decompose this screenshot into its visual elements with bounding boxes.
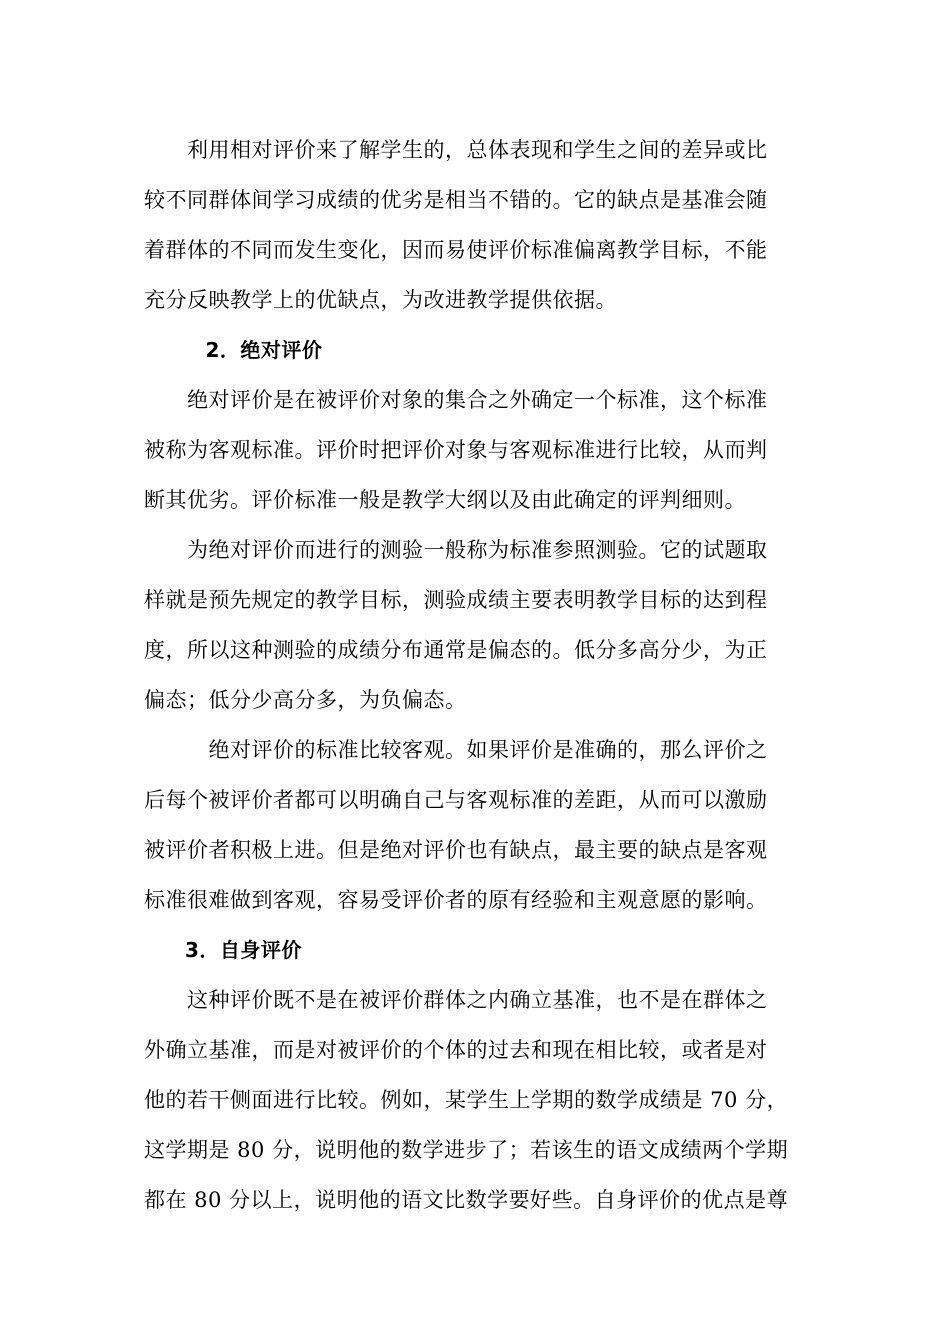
paragraph-line: 着群体的不同而发生变化，因而易使评价标准偏离教学目标，不能 (144, 238, 768, 262)
paragraph-line: 样就是预先规定的教学目标，测验成绩主要表明教学目标的达到程 (144, 588, 768, 612)
section-heading-absolute-evaluation: 2．绝对评价 (144, 338, 323, 362)
paragraph-line: 绝对评价的标准比较客观。如果评价是准确的，那么评价之 (144, 738, 768, 762)
paragraph-line: 被称为客观标准。评价时把评价对象与客观标准进行比较，从而判 (144, 438, 768, 462)
paragraph-line: 外确立基准，而是对被评价的个体的过去和现在相比较，或者是对 (144, 1038, 768, 1062)
paragraph-line: 标准很难做到客观，容易受评价者的原有经验和主观意愿的影响。 (144, 888, 768, 912)
paragraph-line: 这学期是 80 分，说明他的数学进步了；若该生的语文成绩两个学期 (144, 1138, 789, 1162)
paragraph-line: 度，所以这种测验的成绩分布通常是偏态的。低分多高分少，为正 (144, 638, 768, 662)
paragraph-line: 偏态；低分少高分多，为负偏态。 (144, 688, 467, 712)
paragraph-line: 都在 80 分以上，说明他的语文比数学要好些。自身评价的优点是尊 (144, 1188, 789, 1212)
paragraph-line: 他的若干侧面进行比较。例如，某学生上学期的数学成绩是 70 分， (144, 1088, 789, 1112)
paragraph-line: 绝对评价是在被评价对象的集合之外确定一个标准，这个标准 (144, 388, 768, 412)
paragraph-line: 较不同群体间学习成绩的优劣是相当不错的。它的缺点是基准会随 (144, 188, 768, 212)
paragraph-line: 为绝对评价而进行的测验一般称为标准参照测验。它的试题取 (144, 538, 768, 562)
paragraph-line: 这种评价既不是在被评价群体之内确立基准，也不是在群体之 (144, 988, 768, 1012)
paragraph-line: 被评价者积极上进。但是绝对评价也有缺点，最主要的缺点是客观 (144, 838, 768, 862)
paragraph-line: 断其优劣。评价标准一般是教学大纲以及由此确定的评判细则。 (144, 488, 746, 512)
paragraph-line: 充分反映教学上的优缺点，为改进教学提供依据。 (144, 288, 617, 312)
section-heading-self-evaluation: 3．自身评价 (144, 938, 302, 962)
paragraph-line: 利用相对评价来了解学生的，总体表现和学生之间的差异或比 (144, 138, 768, 162)
paragraph-line: 后每个被评价者都可以明确自己与客观标准的差距，从而可以激励 (144, 788, 768, 812)
